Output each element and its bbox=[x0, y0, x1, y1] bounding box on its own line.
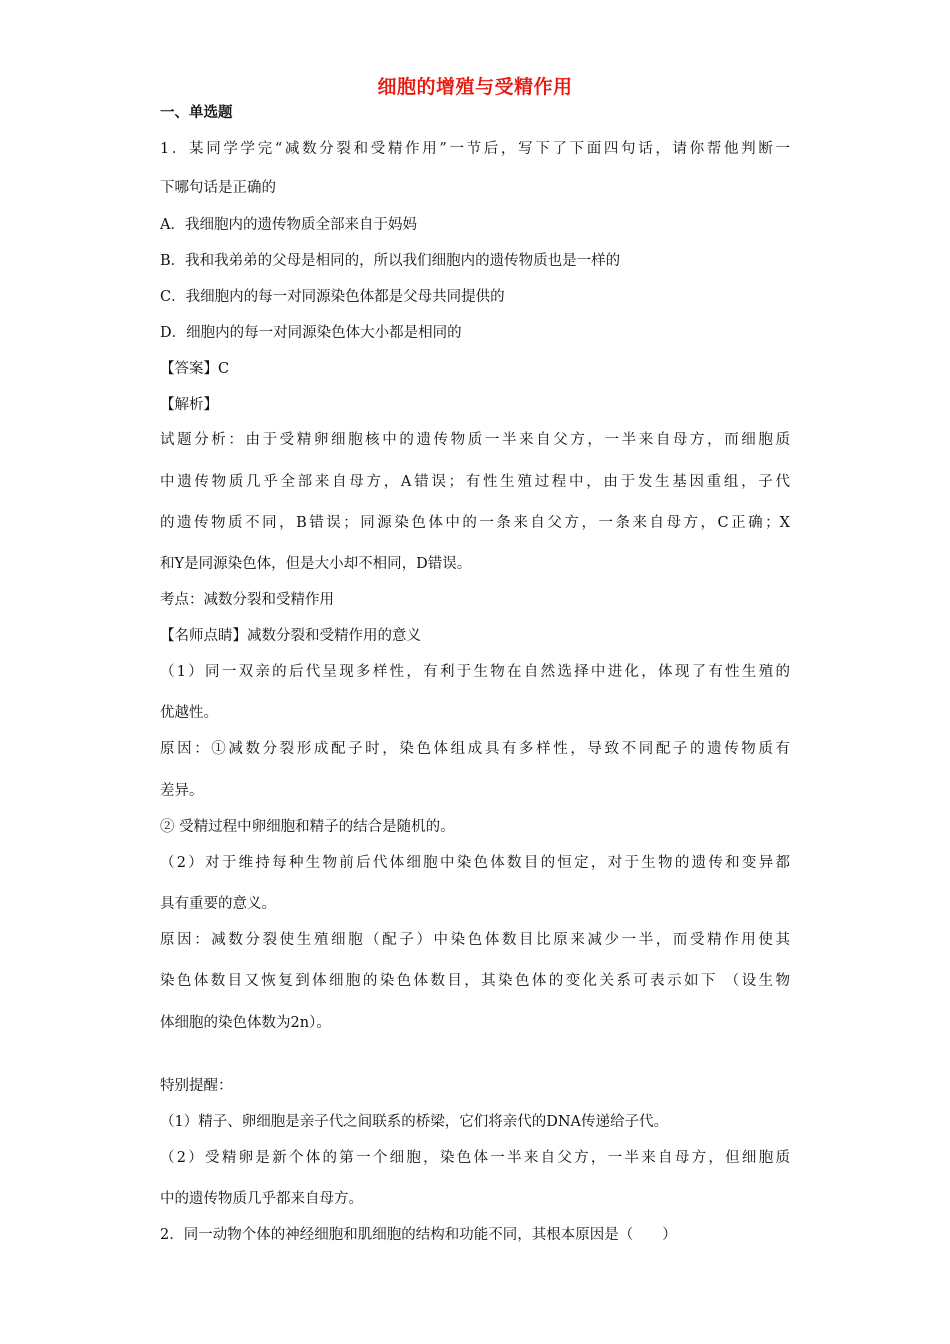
analysis-label: 【解析】 bbox=[160, 397, 218, 413]
kaodian-line: 考点：减数分裂和受精作用 bbox=[160, 592, 334, 608]
reason2-line1: 原因：减数分裂使生殖细胞（配子）中染色体数目比原来减少一半，而受精作用使其 bbox=[160, 932, 790, 948]
reason2-line2: 染色体数目又恢复到体细胞的染色体数目，其染色体的变化关系可表示如下 （设生物 bbox=[160, 973, 790, 989]
mingshi-heading: 【名师点睛】减数分裂和受精作用的意义 bbox=[160, 628, 421, 644]
answer-line: 【答案】C bbox=[160, 361, 230, 377]
question1-option-c: C．我细胞内的每一对同源染色体都是父母共同提供的 bbox=[160, 289, 505, 305]
point1-line1: （1）同一双亲的后代呈现多样性，有利于生物在自然选择中进化，体现了有性生殖的 bbox=[160, 664, 790, 680]
reason1-line1: 原因：①减数分裂形成配子时，染色体组成具有多样性，导致不同配子的遗传物质有 bbox=[160, 741, 790, 757]
reason2-line3: 体细胞的染色体数为2n）。 bbox=[160, 1015, 331, 1031]
point2-line2: 具有重要的意义。 bbox=[160, 896, 276, 912]
question1-option-d: D．细胞内的每一对同源染色体大小都是相同的 bbox=[160, 325, 462, 341]
analysis-line-4: 和Y是同源染色体，但是大小却不相同，D错误。 bbox=[160, 556, 472, 572]
section-heading: 一、单选题 bbox=[160, 105, 233, 121]
reason1-line3: ② 受精过程中卵细胞和精子的结合是随机的。 bbox=[160, 819, 455, 835]
tip-2-line1: （2）受精卵是新个体的第一个细胞，染色体一半来自父方，一半来自母方，但细胞质 bbox=[160, 1150, 790, 1166]
reason1-line2: 差异。 bbox=[160, 783, 204, 799]
tip-label: 特别提醒： bbox=[160, 1078, 233, 1094]
point2-line1: （2）对于维持每种生物前后代体细胞中染色体数目的恒定，对于生物的遗传和变异都 bbox=[160, 855, 790, 871]
question1-option-b: B．我和我弟弟的父母是相同的，所以我们细胞内的遗传物质也是一样的 bbox=[160, 253, 621, 269]
analysis-line-3: 的遗传物质不同，B错误；同源染色体中的一条来自父方，一条来自母方，C正确；X bbox=[160, 515, 790, 531]
point1-line2: 优越性。 bbox=[160, 705, 218, 721]
question1-stem-line1: 1．某同学学完“减数分裂和受精作用”一节后，写下了下面四句话，请你帮他判断一 bbox=[160, 141, 790, 157]
analysis-line-2: 中遗传物质几乎全部来自母方，A错误；有性生殖过程中，由于发生基因重组，子代 bbox=[160, 474, 790, 490]
tip-1: （1）精子、卵细胞是亲子代之间联系的桥梁，它们将亲代的DNA传递给子代。 bbox=[160, 1114, 669, 1130]
tip-2-line2: 中的遗传物质几乎都来自母方。 bbox=[160, 1191, 363, 1207]
document-title: 细胞的增殖与受精作用 bbox=[377, 76, 573, 98]
question1-stem-line2: 下哪句话是正确的 bbox=[160, 180, 276, 196]
question1-option-a: A．我细胞内的遗传物质全部来自于妈妈 bbox=[160, 217, 417, 233]
question2-stem: 2．同一动物个体的神经细胞和肌细胞的结构和功能不同，其根本原因是（ ） bbox=[160, 1227, 677, 1243]
analysis-line-1: 试题分析：由于受精卵细胞核中的遗传物质一半来自父方，一半来自母方，而细胞质 bbox=[160, 432, 790, 448]
